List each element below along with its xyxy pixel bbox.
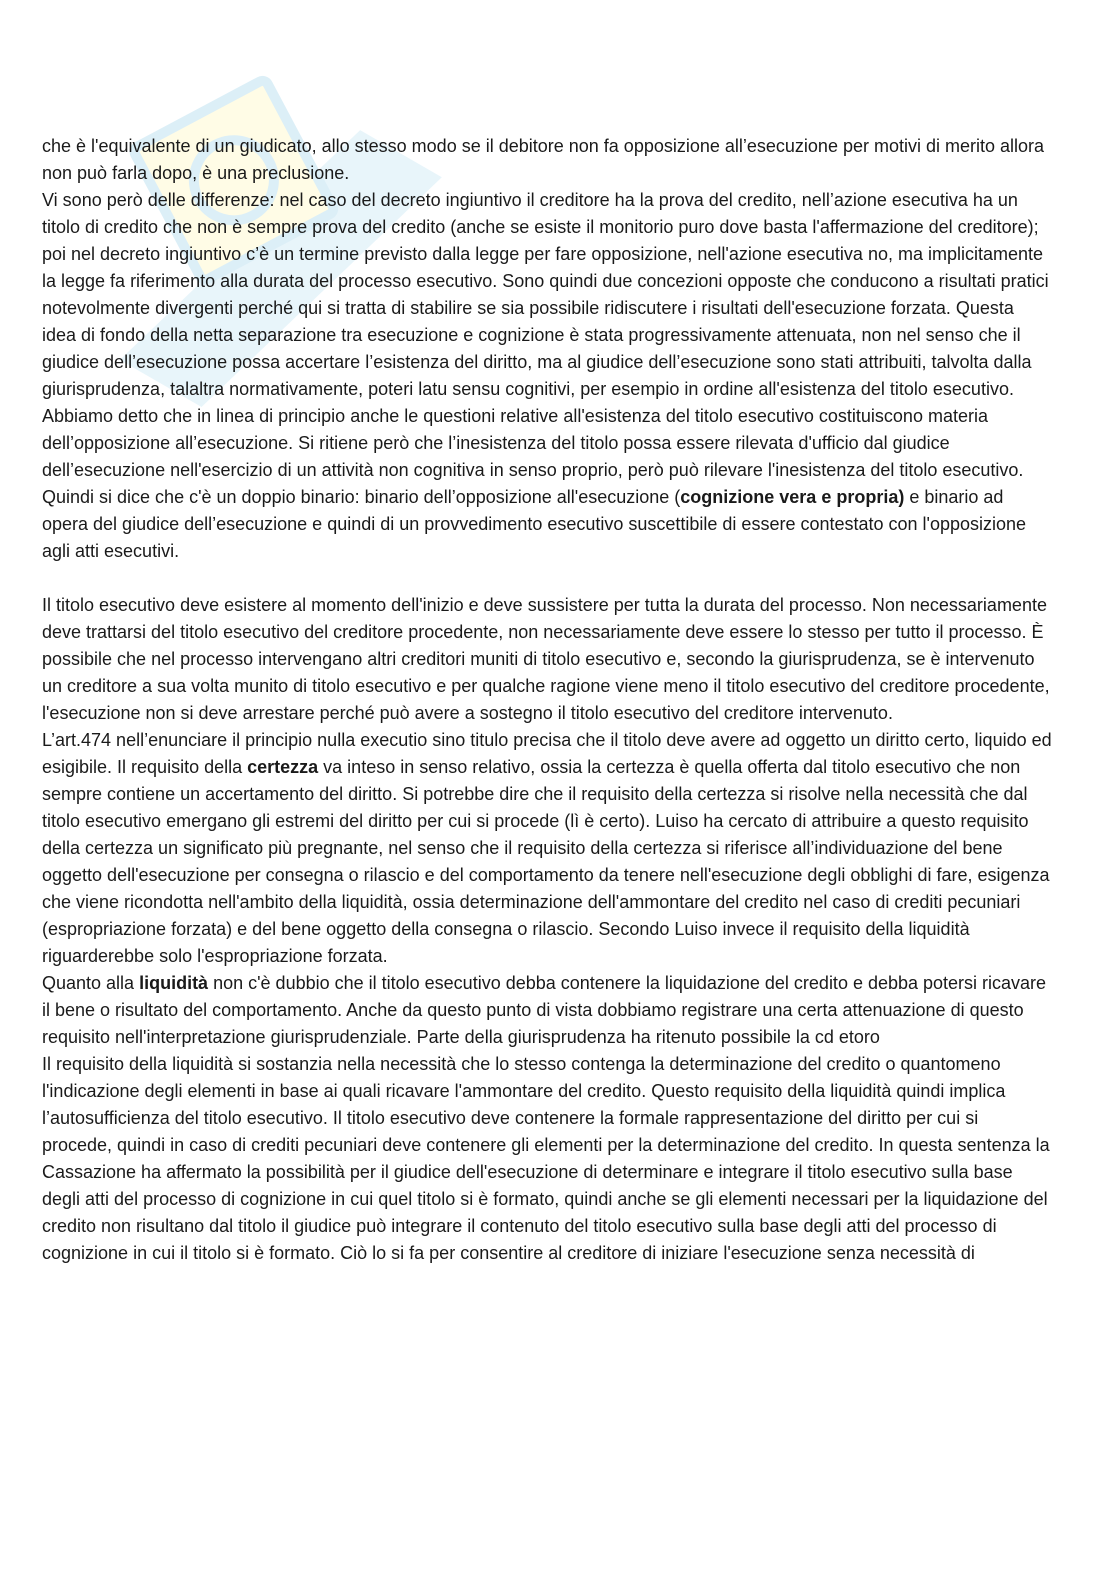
- paragraph: [42, 133, 1052, 187]
- text-segment: L’art.474 nell’enunciare il principio nulla executio sino titulo precisa che il titolo deve avere ad oggetto un diritto certo, liquido ed esigibile. Il requisito della: [42, 730, 1052, 777]
- bold-text-segment: liquidità: [139, 973, 209, 993]
- text-segment: che è l'equivalente di un giudicato, allo stesso modo se il debitore non fa opposizione all’esecuzione per motivi di merito allora non può farla dopo, è una preclusione.: [42, 136, 1045, 183]
- text-segment: Quanto alla: [42, 973, 140, 993]
- paragraph-spacer: [42, 565, 1052, 592]
- text-segment: va inteso in senso relativo, ossia la certezza è quella offerta dal titolo esecutivo che non sempre contiene un accertamento del diritto. Si potrebbe dire che il requisito della certezza si risolve nella necessità che dal titolo esecutivo emergano gli estremi del diritto per cui si procede (lì è certo). Luiso ha cercato di attribuire a questo requisito della certezza un significato più pregnante, nel senso che il requisito della certezza si riferisce all’individuazione del bene oggetto dell'esecuzione per consegna o rilascio e del comportamento da tenere nell'esecuzione degli obblighi di fare, esigenza che viene ricondotta nell'ambito della liquidità, ossia determinazione dell'ammontare del credito nel caso di crediti pecuniari (espropriazione forzata) e del bene oggetto della consegna o rilascio. Secondo Luiso invece il requisito della liquidità riguarderebbe solo l'espropriazione forzata.: [42, 757, 1050, 966]
- text-segment: Abbiamo detto che in linea di principio anche le questioni relative all'esistenza del titolo esecutivo costituiscono materia dell’opposizione all’esecuzione. Si ritiene però che l’inesistenza del titolo possa essere rilevata d'ufficio dal giudice dell’esecuzione nell'esercizio di un attività non cognitiva in senso proprio, però può rilevare l'inesistenza del titolo esecutivo. Quindi si dice che c'è un doppio binario: binario dell’opposizione all'esecuzione (: [42, 406, 1024, 507]
- bold-text-segment: certezza: [247, 757, 319, 777]
- text-segment: Vi sono però delle differenze: nel caso del decreto ingiuntivo il creditore ha la prova del credito, nell’azione esecutiva ha un titolo di credito che non è sempre prova del credito (anche se esiste il monitorio puro dove basta l'affermazione del creditore); poi nel decreto ingiuntivo c’è un termine previsto dalla legge per fare opposizione, nell'azione esecutiva no, ma implicitamente la legge fa riferimento alla durata del processo esecutivo. Sono quindi due concezioni opposte che conducono a risultati pratici notevolmente divergenti perché qui si tratta di stabilire se sia possibile ridiscutere i risultati dell'esecuzione forzata. Questa idea di fondo della netta separazione tra esecuzione e cognizione è stata progressivamente attenuata, non nel senso che il giudice dell’esecuzione possa accertare l’esistenza del diritto, ma al giudice dell’esecuzione sono stati attribuiti, talvolta dalla giurisprudenza, talaltra normativamente, poteri latu sensu cognitivi, per esempio in ordine all'esistenza del titolo esecutivo.: [42, 190, 1049, 399]
- document-page: [42, 133, 1052, 1267]
- text-segment: e binario ad opera del giudice dell’esecuzione e quindi di un provvedimento esecutivo suscettibile di essere contestato con l'opposizione agli atti esecutivi.: [42, 487, 1027, 561]
- paragraph: [42, 970, 1052, 1051]
- text-segment: Il requisito della liquidità si sostanzia nella necessità che lo stesso contenga la determinazione del credito o quantomeno l'indicazione degli elementi in base ai quali ricavare l'ammontare del credito. Questo requisito della liquidità quindi implica l’autosufficienza del titolo esecutivo. Il titolo esecutivo deve contenere la formale rappresentazione del diritto per cui si procede, quindi in caso di crediti pecuniari deve contenere gli elementi per la determinazione del credito. In questa sentenza la Cassazione ha affermato la possibilità per il giudice dell'esecuzione di determinare e integrare il titolo esecutivo sulla base degli atti del processo di cognizione in cui quel titolo si è formato, quindi anche se gli elementi necessari per la liquidazione del credito non risultano dal titolo il giudice può integrare il contenuto del titolo esecutivo sulla base degli atti del processo di cognizione in cui il titolo si è formato. Ciò lo si fa per consentire al creditore di iniziare l'esecuzione senza necessità di: [42, 1054, 1050, 1263]
- text-segment: Il titolo esecutivo deve esistere al momento dell'inizio e deve sussistere per tutta la durata del processo. Non necessariamente deve trattarsi del titolo esecutivo del creditore procedente, non necessariamente deve essere lo stesso per tutto il processo. È possibile che nel processo intervengano altri creditori muniti di titolo esecutivo e, secondo la giurisprudenza, se è intervenuto un creditore a sua volta munito di titolo esecutivo e per qualche ragione viene meno il titolo esecutivo del creditore procedente, l'esecuzione non si deve arrestare perché può avere a sostegno il titolo esecutivo del creditore intervenuto.: [42, 595, 1050, 723]
- paragraph: [42, 1051, 1052, 1267]
- paragraph: [42, 592, 1052, 727]
- bold-text-segment: cognizione vera e propria): [680, 487, 905, 507]
- paragraph: [42, 187, 1052, 403]
- text-segment: non c'è dubbio che il titolo esecutivo debba contenere la liquidazione del credito e debba potersi ricavare il bene o risultato del comportamento. Anche da questo punto di vista dobbiamo registrare una certa attenuazione di questo requisito nell'interpretazione giurisprudenziale. Parte della giurisprudenza ha ritenuto possibile la cd etoro: [42, 973, 1047, 1047]
- paragraph: [42, 403, 1052, 565]
- paragraph: [42, 727, 1052, 970]
